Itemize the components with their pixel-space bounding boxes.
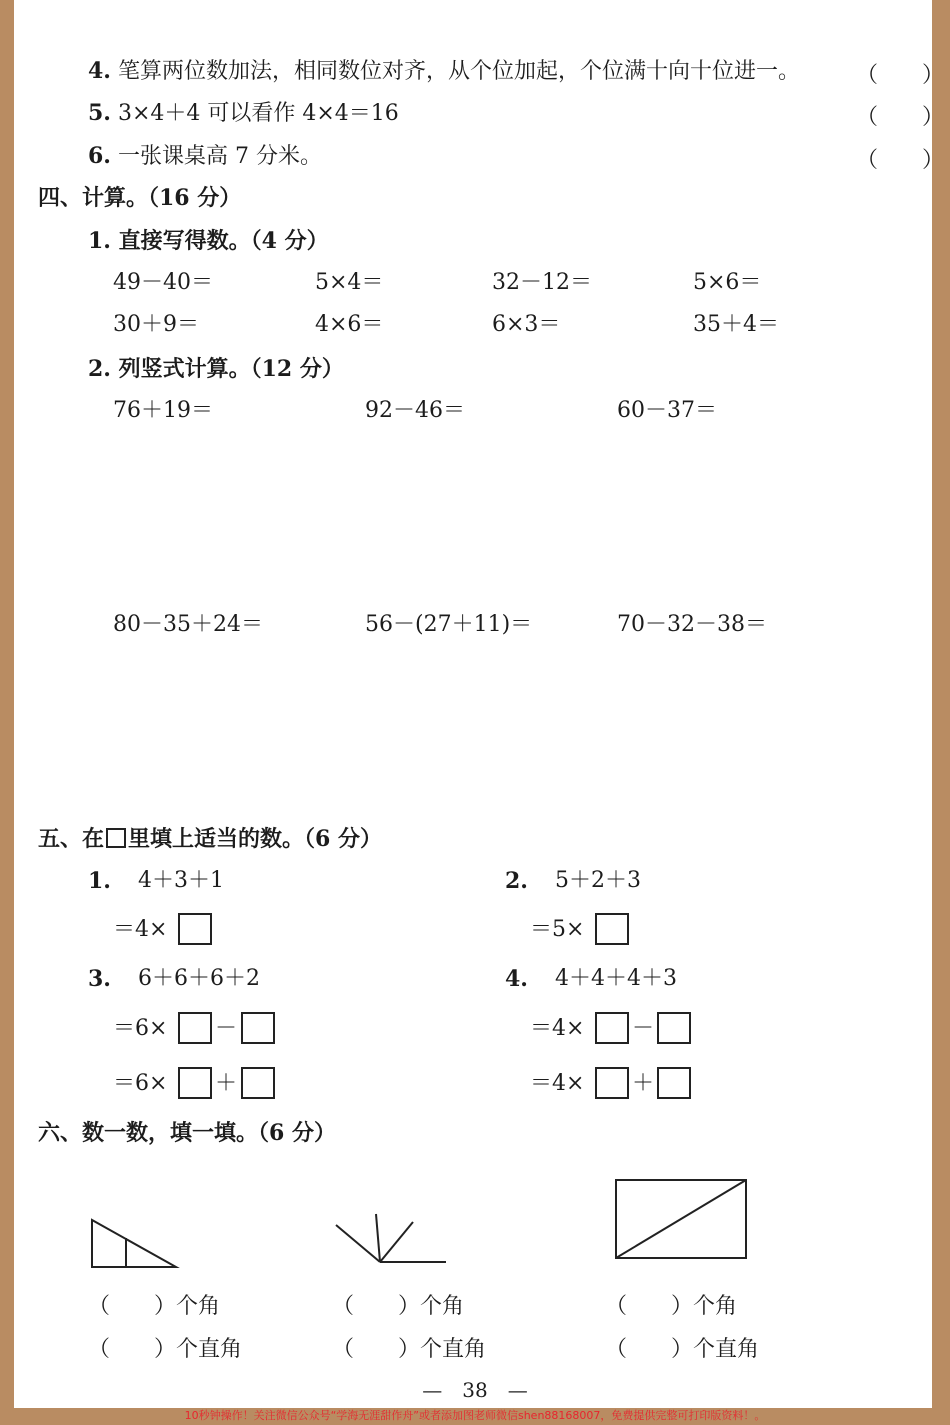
right-angle-count-field[interactable]: （ ）个直角 bbox=[88, 1337, 243, 1362]
answer-box[interactable] bbox=[178, 1012, 212, 1044]
answer-box[interactable] bbox=[595, 1067, 629, 1099]
answer-box[interactable] bbox=[241, 1067, 275, 1099]
angle-count-field[interactable]: （ ）个角 bbox=[88, 1294, 221, 1319]
oral-problem: 6×3＝ bbox=[492, 312, 561, 337]
rectangle-figure-icon bbox=[615, 1179, 749, 1261]
page-number: — 38 — bbox=[422, 1378, 528, 1402]
operator: － bbox=[632, 1016, 655, 1041]
vertical-problem: 80－35＋24＝ bbox=[113, 612, 263, 637]
expression: 4＋3＋1 bbox=[138, 868, 224, 893]
equation-prefix: ＝6× bbox=[113, 1016, 168, 1041]
vertical-problem: 60－37＝ bbox=[617, 398, 717, 423]
answer-box[interactable] bbox=[595, 913, 629, 945]
q2-title: 2. 列竖式计算。（12 分） bbox=[88, 356, 344, 382]
judgement-item-6 bbox=[88, 143, 322, 170]
item-number: 3. bbox=[88, 966, 111, 992]
vertical-problem: 56－(27＋11)＝ bbox=[365, 612, 533, 637]
box-symbol-icon bbox=[106, 828, 126, 848]
equation-prefix: ＝4× bbox=[113, 917, 168, 942]
answer-box[interactable] bbox=[657, 1012, 691, 1044]
angle-count-field[interactable]: （ ）个角 bbox=[605, 1294, 738, 1319]
title-part: 里填上适当的数。（6 分） bbox=[128, 826, 382, 852]
item-text: 3×4＋4 可以看作 4×4＝16 bbox=[117, 101, 399, 126]
oral-problem: 4×6＝ bbox=[315, 312, 384, 337]
item-text: 一张课桌高 7 分米。 bbox=[117, 144, 322, 169]
title-part: 五、在 bbox=[38, 826, 105, 852]
expression: 4＋4＋4＋3 bbox=[555, 966, 677, 991]
answer-box[interactable] bbox=[241, 1012, 275, 1044]
expression: 5＋2＋3 bbox=[555, 868, 641, 893]
equation-prefix: ＝4× bbox=[530, 1016, 585, 1041]
q1-title: 1. 直接写得数。（4 分） bbox=[88, 228, 329, 254]
vertical-problem: 76＋19＝ bbox=[113, 398, 213, 423]
right-angle-count-field[interactable]: （ ）个直角 bbox=[332, 1337, 487, 1362]
triangle-figure-icon bbox=[90, 1218, 180, 1270]
equation-prefix: ＝4× bbox=[530, 1071, 585, 1096]
item-number: 5. bbox=[88, 100, 111, 126]
answer-box[interactable] bbox=[178, 1067, 212, 1099]
answer-paren-6[interactable]: （ ） bbox=[856, 148, 945, 173]
expression: 6＋6＋6＋2 bbox=[138, 966, 260, 991]
section-6-title: 六、数一数，填一填。（6 分） bbox=[38, 1120, 336, 1146]
answer-box[interactable] bbox=[595, 1012, 629, 1044]
item-text: 笔算两位数加法，相同数位对齐，从个位加起，个位满十向十位进一。 bbox=[117, 59, 800, 84]
equation-prefix: ＝5× bbox=[530, 917, 585, 942]
answer-box[interactable] bbox=[178, 913, 212, 945]
answer-paren-5[interactable]: （ ） bbox=[856, 105, 945, 130]
item-number: 4. bbox=[88, 58, 111, 84]
answer-box[interactable] bbox=[657, 1067, 691, 1099]
operator: ＋ bbox=[215, 1071, 238, 1096]
section-5-title bbox=[38, 826, 382, 852]
judgement-item-4 bbox=[88, 58, 800, 85]
rays-figure-icon bbox=[334, 1212, 450, 1268]
item-number: 4. bbox=[505, 966, 528, 992]
oral-problem: 5×6＝ bbox=[693, 270, 762, 295]
worksheet-page bbox=[14, 0, 932, 1408]
oral-problem: 30＋9＝ bbox=[113, 312, 199, 337]
right-angle-count-field[interactable]: （ ）个直角 bbox=[605, 1337, 760, 1362]
footer-notice: 10秒钟操作！关注微信公众号“学海无涯甜作舟”或者添加图老师微信shen88168007，免费提供完整可打印版资料！。 bbox=[184, 1409, 766, 1422]
section-4-title: 四、计算。（16 分） bbox=[38, 185, 242, 211]
oral-problem: 5×4＝ bbox=[315, 270, 384, 295]
item-number: 6. bbox=[88, 143, 111, 169]
oral-problem: 32－12＝ bbox=[492, 270, 592, 295]
angle-count-field[interactable]: （ ）个角 bbox=[332, 1294, 465, 1319]
operator: ＋ bbox=[632, 1071, 655, 1096]
oral-problem: 35＋4＝ bbox=[693, 312, 779, 337]
vertical-problem: 92－46＝ bbox=[365, 398, 465, 423]
vertical-problem: 70－32－38＝ bbox=[617, 612, 767, 637]
operator: － bbox=[215, 1016, 238, 1041]
judgement-item-5 bbox=[88, 100, 399, 127]
answer-paren-4[interactable]: （ ） bbox=[856, 63, 945, 88]
item-number: 2. bbox=[505, 868, 528, 894]
item-number: 1. bbox=[88, 868, 111, 894]
equation-prefix: ＝6× bbox=[113, 1071, 168, 1096]
oral-problem: 49－40＝ bbox=[113, 270, 213, 295]
